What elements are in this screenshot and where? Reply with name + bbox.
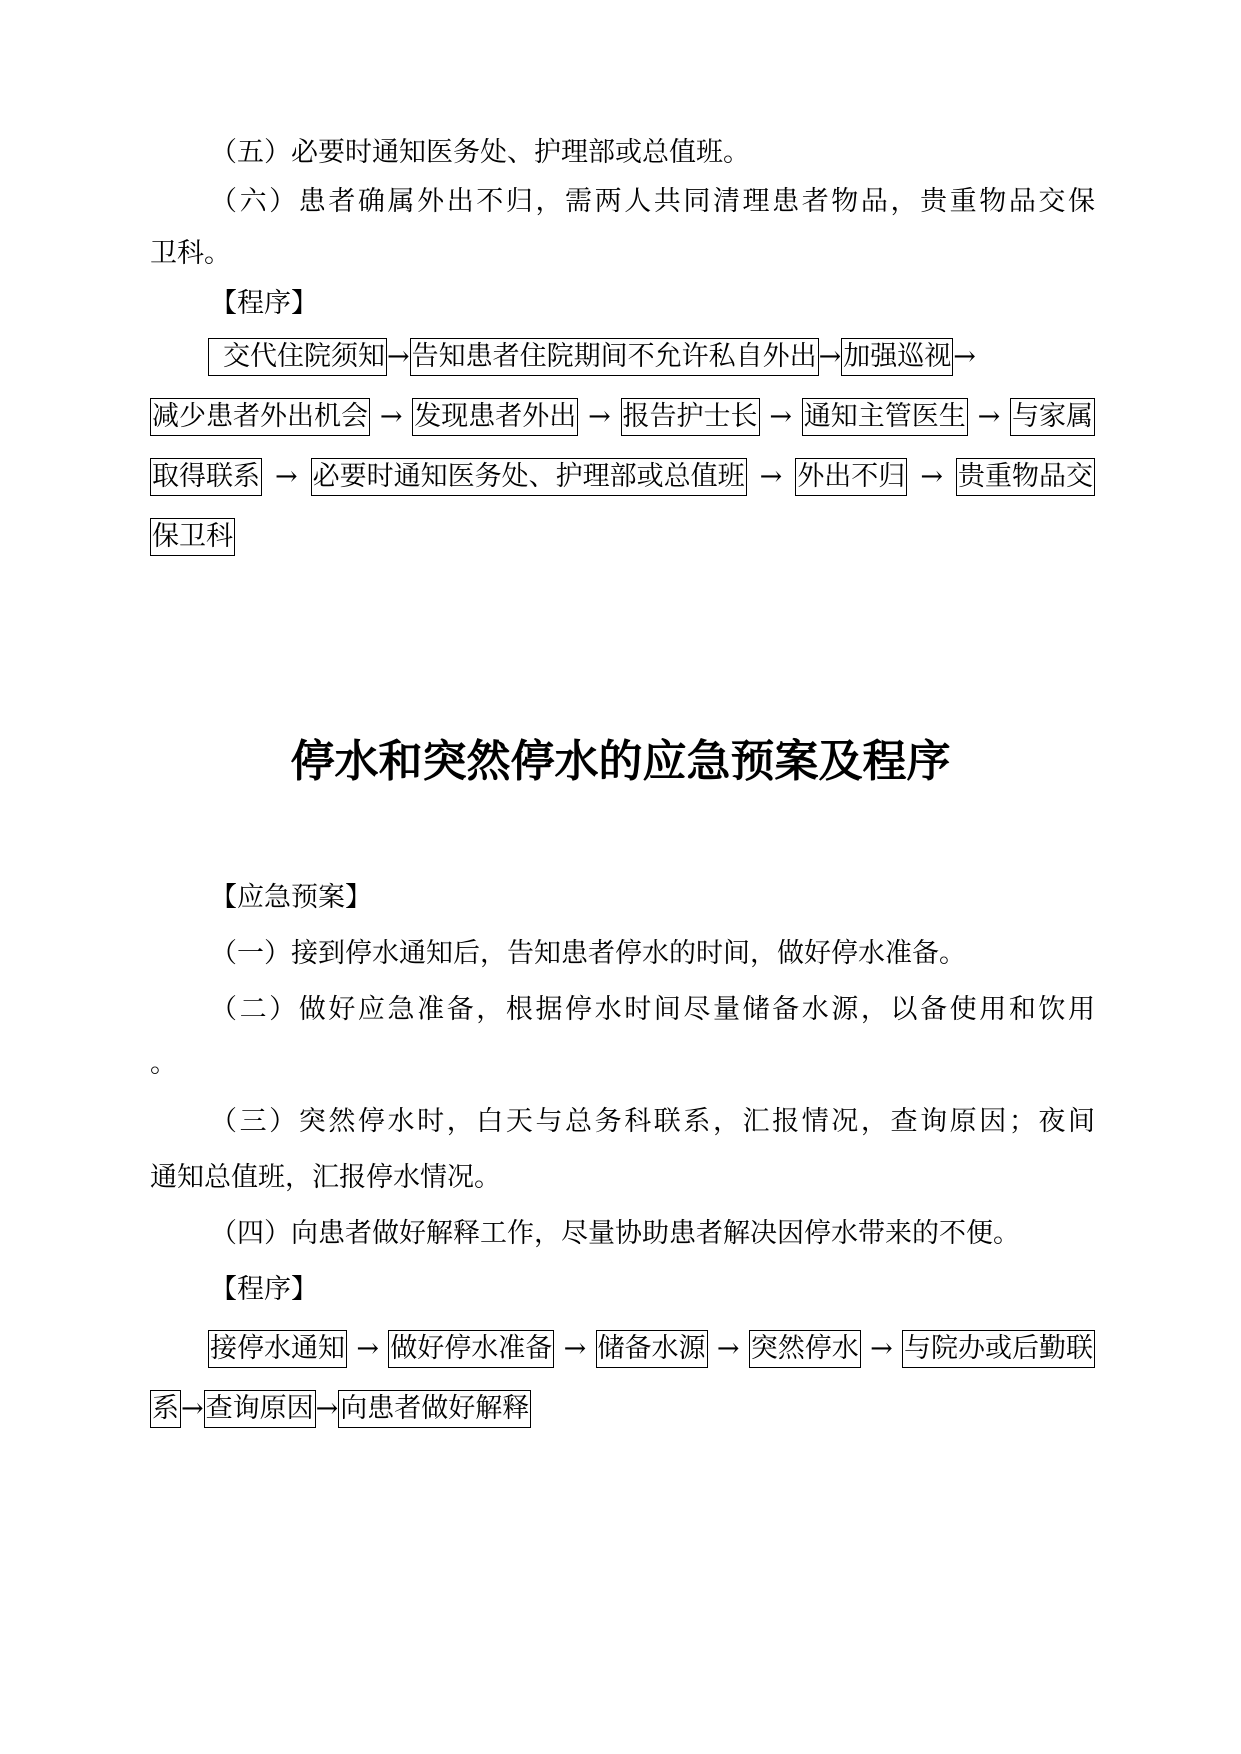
flow-arrow: → xyxy=(181,1393,204,1424)
flow-step: 接停水通知 xyxy=(208,1330,347,1368)
item-5: （五）必要时通知医务处、护理部或总值班。 xyxy=(210,137,750,168)
flow-1-row-4 xyxy=(150,517,1095,557)
flow-step: 加强巡视 xyxy=(841,338,953,376)
flow-step: 发现患者外出 xyxy=(412,398,578,436)
flow-arrow: → xyxy=(379,401,403,432)
flow-arrow: → xyxy=(953,341,976,372)
flow-arrow: → xyxy=(387,341,410,372)
flow-step: 告知患者住院期间不允许私自外出 xyxy=(410,338,819,376)
flow-step: 外出不归 xyxy=(795,458,907,496)
item-6-line-1: （六）患者确属外出不归，需两人共同清理患者物品，贵重物品交保 xyxy=(210,186,1095,217)
flow-step: 向患者做好解释 xyxy=(338,1390,531,1428)
flow-arrow: → xyxy=(315,1393,339,1424)
flow-step: 做好停水准备 xyxy=(388,1330,554,1368)
flow-step: 查询原因 xyxy=(204,1390,316,1428)
flow-arrow: → xyxy=(563,1333,587,1364)
item-2-line-1: （二）做好应急准备，根据停水时间尽量储备水源，以备使用和饮用 xyxy=(210,994,1095,1025)
item-3-line-2: 通知总值班，汇报停水情况。 xyxy=(150,1162,501,1193)
procedure-heading-2: 【程序】 xyxy=(210,1274,318,1305)
flow-arrow: → xyxy=(759,461,783,492)
flow-arrow: → xyxy=(275,461,298,492)
flow-2-row-1 xyxy=(208,1329,1095,1369)
plan-heading: 【应急预案】 xyxy=(210,882,372,913)
flow-arrow: → xyxy=(769,401,792,432)
item-6-line-2: 卫科。 xyxy=(150,238,231,269)
flow-step: 储备水源 xyxy=(596,1330,708,1368)
flow-arrow: → xyxy=(818,341,842,372)
flow-arrow: → xyxy=(356,1333,379,1364)
flow-1-row-2 xyxy=(150,397,1095,437)
flow-step: 保卫科 xyxy=(150,518,235,556)
flow-arrow: → xyxy=(920,461,943,492)
flow-step: 系 xyxy=(150,1390,181,1428)
flow-step: 必要时通知医务处、护理部或总值班 xyxy=(311,458,747,496)
flow-arrow: → xyxy=(588,401,611,432)
flow-2-row-2 xyxy=(150,1389,1095,1429)
item-4: （四）向患者做好解释工作，尽量协助患者解决因停水带来的不便。 xyxy=(210,1218,1020,1249)
flow-step: 与家属 xyxy=(1010,398,1095,436)
item-2-line-2: 。 xyxy=(150,1048,177,1079)
flow-step: 突然停水 xyxy=(749,1330,861,1368)
flow-arrow: → xyxy=(977,401,1001,432)
item-1: （一）接到停水通知后，告知患者停水的时间，做好停水准备。 xyxy=(210,938,966,969)
section-title: 停水和突然停水的应急预案及程序 xyxy=(290,736,951,787)
item-3-line-1: （三）突然停水时，白天与总务科联系，汇报情况，查询原因；夜间 xyxy=(210,1106,1095,1137)
flow-step: 交代住院须知 xyxy=(208,338,387,376)
flow-arrow: → xyxy=(870,1333,893,1364)
flow-step: 减少患者外出机会 xyxy=(150,398,370,436)
flow-step: 报告护士长 xyxy=(621,398,760,436)
procedure-heading-1: 【程序】 xyxy=(210,288,318,319)
flow-step: 贵重物品交 xyxy=(956,458,1095,496)
flow-step: 通知主管医生 xyxy=(802,398,968,436)
flow-1-row-1 xyxy=(208,337,1095,377)
flow-arrow: → xyxy=(716,1333,740,1364)
flow-step: 与院办或后勤联 xyxy=(902,1330,1095,1368)
flow-step: 取得联系 xyxy=(150,458,262,496)
flow-1-row-3 xyxy=(150,457,1095,497)
